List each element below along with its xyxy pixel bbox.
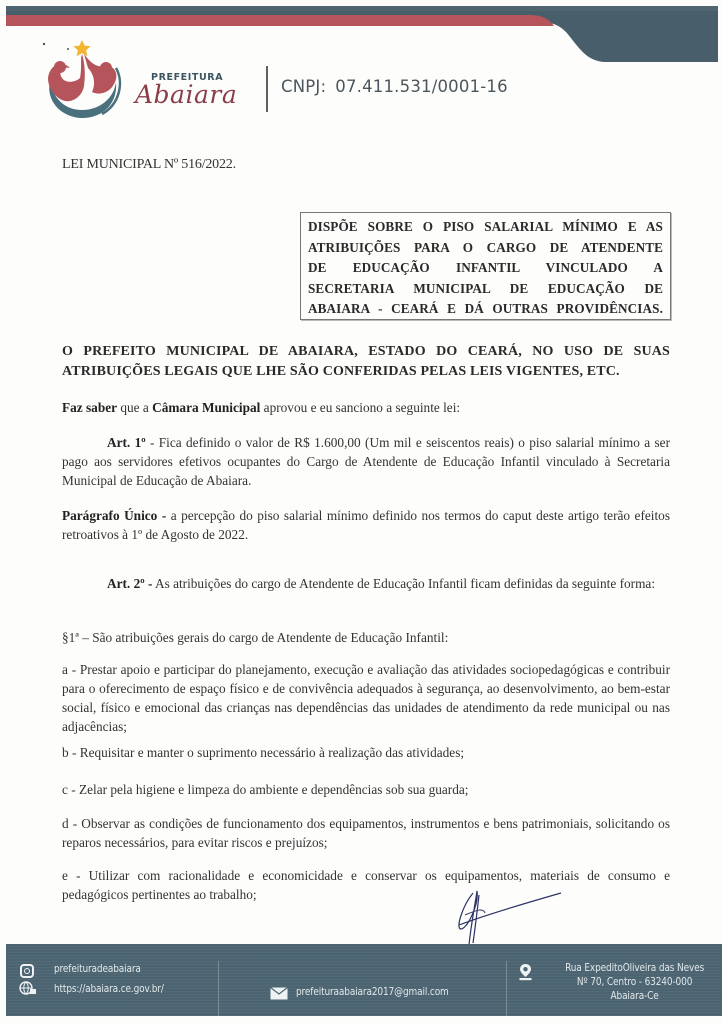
brand-top-label: PREFEITURA — [151, 72, 224, 83]
list-item-d: d - Observar as condições de funcionamento dos equipamentos, instrumentos e bens patrimoniais, solicitando os reparos necessários, para evitar riscos e prejuízos; — [62, 816, 670, 850]
address-line: Abaiara-Ce — [610, 991, 659, 1002]
cnpj — [281, 77, 508, 96]
list-item-b: b - Requisitar e manter o suprimento necessário à realização das atividades; — [62, 745, 465, 760]
list-item-c: c - Zelar pela higiene e limpeza do ambiente e dependências sob sua guarda; — [62, 782, 469, 797]
instagram-handle[interactable]: prefeituradeabaiara — [54, 964, 141, 975]
paragrafo-unico-text: a percepção do piso salarial mínimo definido nos termos do caput deste artigo terão efeitos retroativos à 1º de Agosto de 2022. — [62, 508, 670, 542]
list-item-a: a - Prestar apoio e participar do planejamento, execução e avaliação das atividades sociopedagógicas e contribuir para o oferecimento de espaço físico e de convivência adequados à segurança, ao desenvolvimento, ao bem-estar social, físico e emocional das crianças nas dependências das unidades de atendimento da rede municipal ou nas adjacências; — [62, 662, 670, 734]
location-pin-icon — [519, 963, 532, 981]
article-1-text: - Fica definido o valor de R$ 1.600,00 (Um mil e seiscentos reais) o piso salarial mínimo a ser pago aos servidores efetivos ocupantes do Cargo de Atendente de Educação Infantil vinculado à Secretaria Municipal de Educação de Abaiara. — [62, 435, 670, 488]
brand-name: Abaiara — [135, 80, 238, 109]
faz-saber-text-end: aprovou e eu sanciono a seguinte lei: — [260, 400, 461, 415]
address-line: Nº 70, Centro - 63240-000 — [576, 977, 693, 988]
globe-icon — [19, 981, 36, 995]
footer — [6, 944, 722, 1016]
article-1 — [62, 433, 670, 490]
law-number: LEI MUNICIPAL Nº 516/2022. — [62, 157, 236, 172]
instagram-icon — [20, 964, 34, 978]
header-divider — [266, 66, 268, 112]
enactment-clause — [62, 398, 670, 417]
ementa-line: DISPÕE SOBRE O PISO SALARIAL MÍNIMO E AS — [308, 219, 663, 234]
footer-divider — [506, 961, 507, 1017]
mail-icon — [270, 987, 288, 1000]
brand-wordmark — [135, 72, 237, 109]
address-line: Rua ExpeditoOliveira das Neves — [565, 963, 705, 974]
ementa-line: ATRIBUIÇÕES PARA O CARGO DE ATENDENTE — [308, 239, 663, 255]
article-1-label: Art. 1º — [107, 435, 146, 450]
article-2 — [62, 574, 670, 593]
section-1: §1ª – São atribuições gerais do cargo de Atendente de Educação Infantil: — [62, 630, 449, 645]
list-item-e: e - Utilizar com racionalidade e economicidade e conservar os equipamentos, materiais de consumo e pedagógicos pertinentes ao trabalho; — [62, 868, 670, 902]
ementa-line: ABAIARA - CEARÁ E DÁ OUTRAS PROVIDÊNCIAS. — [308, 301, 663, 316]
address — [551, 962, 718, 1004]
camara-bold: Câmara Municipal — [152, 400, 261, 415]
prefeitura-logo — [40, 38, 126, 120]
ementa-box — [300, 212, 671, 320]
faz-saber-text: que a — [117, 400, 153, 415]
star-icon — [73, 40, 90, 56]
email-link[interactable]: prefeituraabaiara2017@gmail.com — [296, 987, 449, 998]
cnpj-value: 07.411.531/0001-16 — [335, 77, 508, 96]
footer-divider — [218, 961, 219, 1017]
ementa-line: DE EDUCAÇÃO INFANTIL VINCULADO A — [308, 260, 663, 275]
signature — [455, 885, 565, 947]
cnpj-label: CNPJ: — [281, 77, 327, 96]
preamble: O PREFEITO MUNICIPAL DE ABAIARA, ESTADO DO CEARÁ, NO USO DE SUAS ATRIBUIÇÕES LEGAIS QUE LHE SÃO CONFERIDAS PELAS LEIS VIGENTES, ETC. — [62, 344, 670, 379]
website-link[interactable]: https://abaiara.ce.gov.br/ — [54, 984, 164, 995]
paragrafo-unico — [62, 506, 670, 544]
faz-saber-bold: Faz saber — [62, 400, 118, 415]
article-2-label: Art. 2º - — [107, 576, 153, 591]
article-2-text: As atribuições do cargo de Atendente de Educação Infantil ficam definidas da seguinte forma: — [152, 576, 656, 591]
ementa-line: SECRETARIA MUNICIPAL DE EDUCAÇÃO DE — [308, 280, 663, 296]
paragrafo-unico-label: Parágrafo Único - — [62, 508, 167, 523]
